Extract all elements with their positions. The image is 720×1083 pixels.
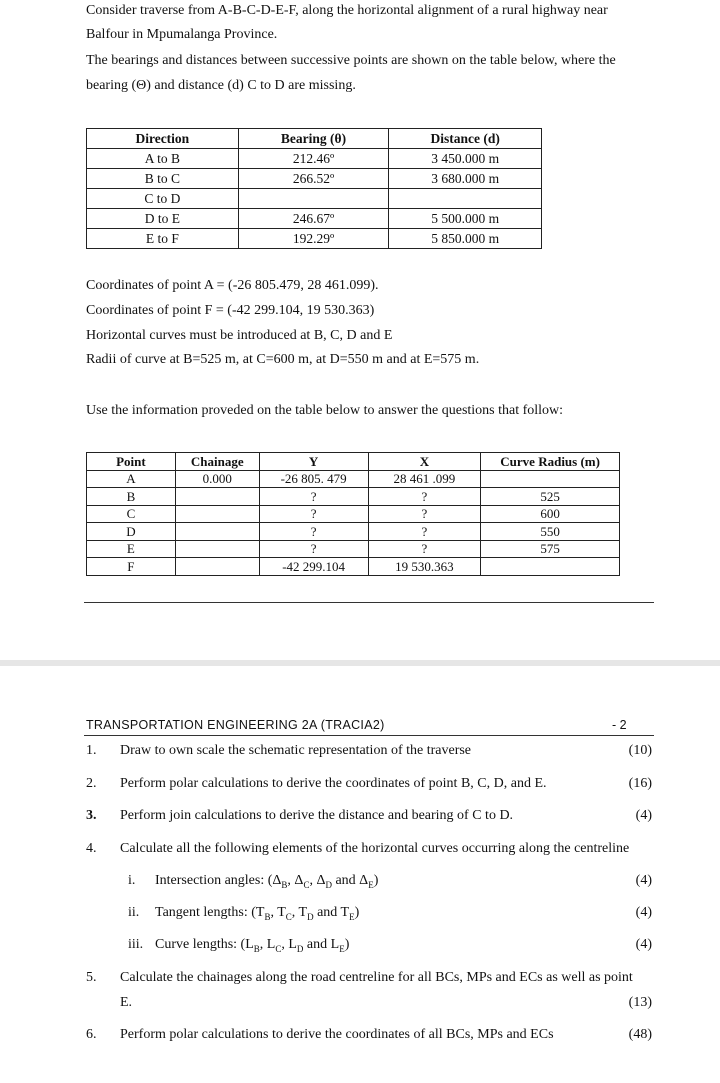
question-marks: (48) [628,1027,652,1042]
question-text: Calculate all the following elements of the horizontal curves occurring along the centreline [120,841,630,856]
table-cell: 525 [481,488,620,506]
column-header: Chainage [175,453,259,471]
table-header-row [87,129,542,149]
coordinate-a: Coordinates of point A = (-26 805.479, 28 461.099). [86,278,379,293]
subquestion-text: Tangent lengths: ($T_B$, $T_C$, $T_D$ and $T_E$) [155,905,360,922]
table-cell: 600 [481,505,620,523]
table-cell: D [87,523,176,541]
table-cell: 28 461 .099 [368,470,481,488]
table-cell: A [87,470,176,488]
divider [84,602,654,603]
radii-note: Radii of curve at B=525 m, at C=600 m, at D=550 m and at E=575 m. [86,352,480,367]
intro-line-3: The bearings and distances between successive points are shown on the table below, where the [86,53,616,68]
bearing-distance-table [86,128,542,249]
table-cell: C [87,505,176,523]
question-number: 2. [86,776,97,791]
subquestion-text: Intersection angles: ($\Delta_B$, $\Delta_C$, $\Delta_D$ and $\Delta_E$) [155,873,379,890]
subquestion-text: Curve lengths: ($L_B$, $L_C$, $L_D$ and $L_E$) [155,937,350,954]
coordinate-f: Coordinates of point F = (-42 299.104, 19 530.363) [86,303,375,318]
question-marks: (13) [628,995,652,1010]
table-cell [175,505,259,523]
table-cell [175,558,259,576]
table-cell: 5 500.000 m [389,209,542,229]
table-row [87,149,542,169]
table-cell: B to C [87,169,239,189]
question-marks: (16) [628,776,652,791]
use-info-note: Use the information proveded on the table below to answer the questions that follow: [86,403,564,418]
page-separator [0,660,720,666]
course-header: TRANSPORTATION ENGINEERING 2A (TRACIA2) [86,718,385,732]
table-cell [389,189,542,209]
table-cell: ? [368,523,481,541]
table-cell: -42 299.104 [259,558,368,576]
question-text-continued: E. [120,995,133,1010]
table-row [87,540,620,558]
table-row [87,523,620,541]
subquestion-marks: (4) [635,905,652,920]
intro-line-1: Consider traverse from A-B-C-D-E-F, along the horizontal alignment of a rural highway near [86,3,608,18]
table-cell: 192.29º [238,229,389,249]
table-cell: E to F [87,229,239,249]
table-row [87,470,620,488]
question-number: 3. [86,808,97,823]
table-row [87,189,542,209]
subquestion-marks: (4) [635,937,652,952]
column-header: Distance (d) [389,129,542,149]
table-cell [481,470,620,488]
table-row [87,505,620,523]
curves-note: Horizontal curves must be introduced at B, C, D and E [86,328,393,343]
table-row [87,169,542,189]
table-cell [175,540,259,558]
table-cell: E [87,540,176,558]
table-cell: 266.52º [238,169,389,189]
subquestion-number: iii. [128,937,144,952]
table-cell: 550 [481,523,620,541]
table-cell: -26 805. 479 [259,470,368,488]
table-cell: 19 530.363 [368,558,481,576]
table-cell: 575 [481,540,620,558]
table-cell: D to E [87,209,239,229]
table-cell: 246.67º [238,209,389,229]
table-row [87,558,620,576]
table-row [87,209,542,229]
subquestion-number: ii. [128,905,140,920]
question-text: Perform join calculations to derive the distance and bearing of C to D. [120,808,514,823]
table-cell [175,523,259,541]
table-cell: ? [259,523,368,541]
question-text: Perform polar calculations to derive the coordinates of all BCs, MPs and ECs [120,1027,554,1042]
question-number: 6. [86,1027,97,1042]
question-number: 4. [86,841,97,856]
header-rule [84,735,654,736]
question-marks: (10) [628,743,652,758]
table-cell: 3 680.000 m [389,169,542,189]
table-cell: 0.000 [175,470,259,488]
table-cell: 5 850.000 m [389,229,542,249]
column-header: Point [87,453,176,471]
question-text: Calculate the chainages along the road centreline for all BCs, MPs and ECs as well as point [120,970,633,985]
table-header-row [87,453,620,471]
coordinates-table [86,452,620,576]
table-row [87,229,542,249]
table-cell: ? [259,505,368,523]
column-header: Direction [87,129,239,149]
subquestion-number: i. [128,873,136,888]
table-cell [238,189,389,209]
table-cell: ? [259,540,368,558]
page-number: - 2 [612,718,627,732]
subquestion-marks: (4) [635,873,652,888]
intro-line-4: bearing (Θ) and distance (d) C to D are missing. [86,78,356,93]
question-number: 1. [86,743,97,758]
table-row [87,488,620,506]
table-cell: F [87,558,176,576]
question-text: Draw to own scale the schematic representation of the traverse [120,743,472,758]
intro-line-2: Balfour in Mpumalanga Province. [86,27,278,42]
table-cell: C to D [87,189,239,209]
table-cell: ? [368,488,481,506]
table-cell: 3 450.000 m [389,149,542,169]
question-number: 5. [86,970,97,985]
table-cell: 212.46º [238,149,389,169]
column-header: Y [259,453,368,471]
question-marks: (4) [635,808,652,823]
table-cell: B [87,488,176,506]
table-cell: ? [368,505,481,523]
table-cell [481,558,620,576]
table-cell [175,488,259,506]
question-text: Perform polar calculations to derive the coordinates of point B, C, D, and E. [120,776,547,791]
table-cell: A to B [87,149,239,169]
table-cell: ? [368,540,481,558]
column-header: X [368,453,481,471]
table-cell: ? [259,488,368,506]
column-header: Bearing (θ) [238,129,389,149]
column-header: Curve Radius (m) [481,453,620,471]
